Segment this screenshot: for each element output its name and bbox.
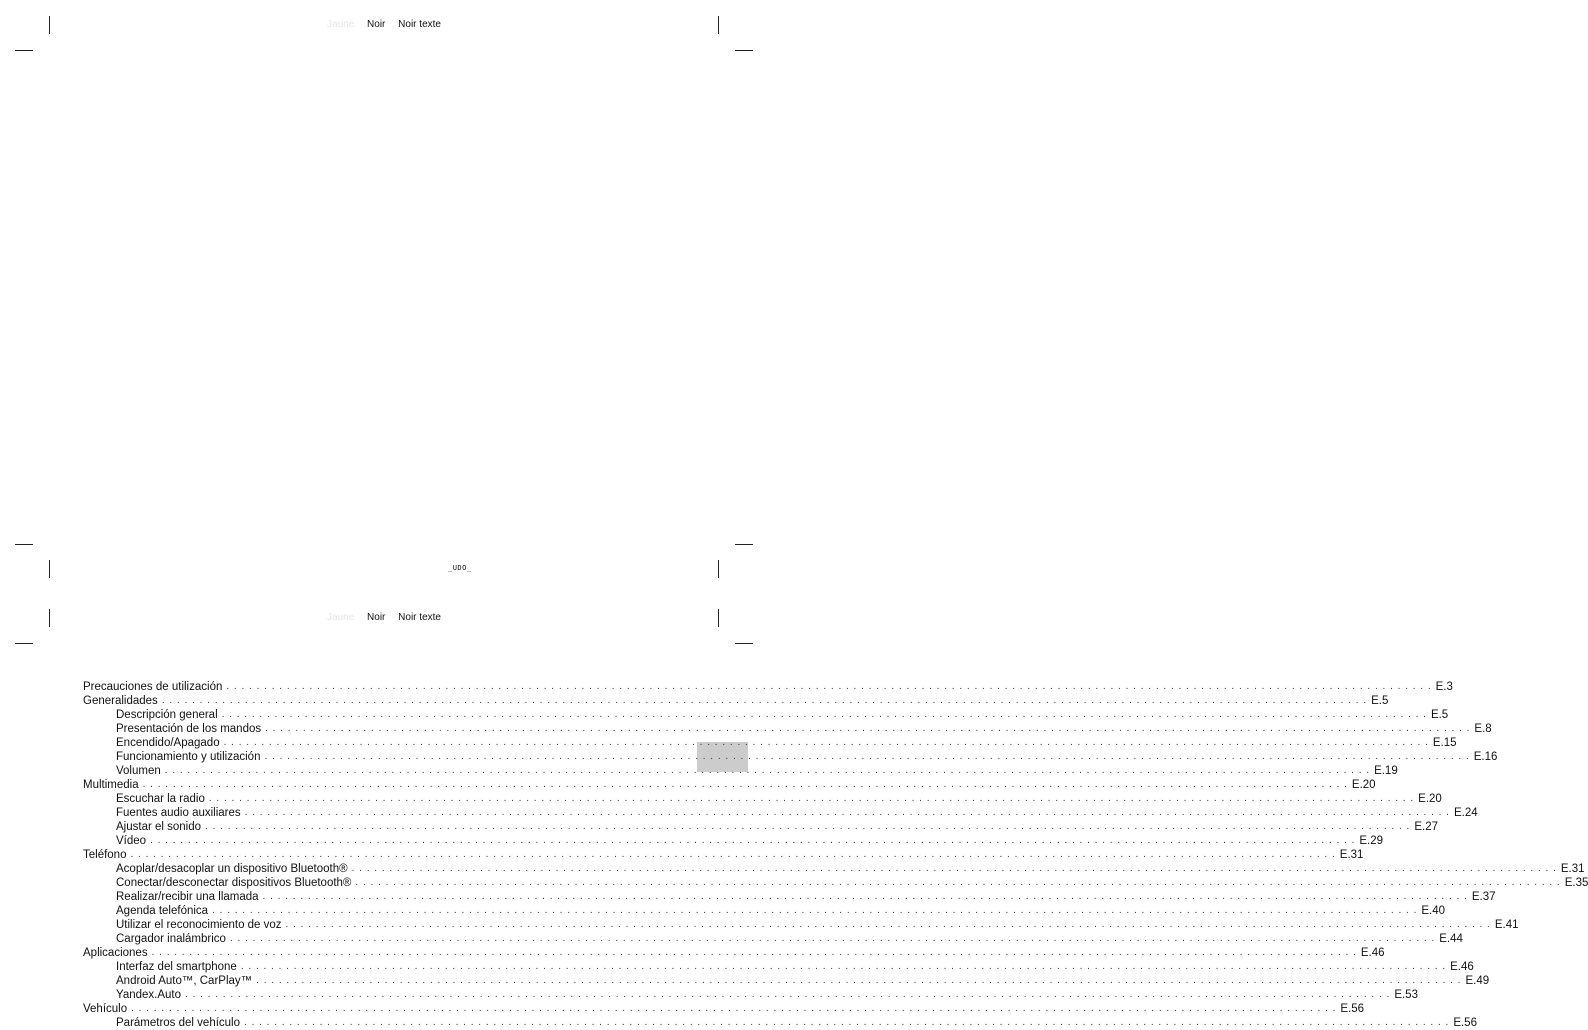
- toc-entry-title: Precauciones de utilización: [83, 681, 223, 693]
- toc-entry-page: E.8: [1474, 723, 1492, 735]
- toc-entry-page: E.24: [1453, 807, 1478, 819]
- toc-leader-dots: . . . . . . . . . . . . . . . . . . . . . . . . . . . . . . . . . . . . . . . . . . . . . . . . . . . . . . . . . . . . . . . . . . . . . . . . . . . . . . . . . . . . . . . . . . . . . . . . . . . . . . . . . . . . . . . . . . . . . . . . . . . . . . . . . . . . . . . . . . . . . . . . . . . . . . . . . . . . . . . .: [264, 751, 1470, 762]
- toc-entry-page: E.31: [1560, 863, 1585, 875]
- color-label-jaune: Jaune: [327, 612, 355, 623]
- toc-entry[interactable]: [83, 974, 1490, 988]
- toc-entry-page: E.56: [1453, 1017, 1477, 1029]
- toc-entry-title: Presentación de los mandos: [116, 723, 262, 735]
- toc-entry-page: E.5: [1430, 709, 1449, 721]
- crop-mark-br-h: [735, 544, 753, 545]
- toc-leader-dots: . . . . . . . . . . . . . . . . . . . . . . . . . . . . . . . . . . . . . . . . . . . . . . . . . . . . . . . . . . . . . . . . . . . . . . . . . . . . . . . . . . . . . . . . . . . . . . . . . . . . . . . . . . . . . . . . . . . . . . . . . . . . . . . . . . . . . . . . . . . . . . . . . . . . . . . . . . . . . . . .: [208, 793, 1415, 804]
- toc-entry[interactable]: [83, 876, 1588, 890]
- toc-entry-title: Volumen: [116, 765, 161, 777]
- toc-entry[interactable]: [83, 708, 1449, 722]
- crop-mark-bl-h: [15, 544, 33, 545]
- toc-entry-page: E.16: [1473, 751, 1498, 763]
- toc-entry[interactable]: [83, 1016, 1477, 1030]
- toc-entry-title: Realizar/recibir una llamada: [116, 891, 259, 903]
- toc-entry-page: E.41: [1494, 919, 1519, 931]
- toc-leader-dots: . . . . . . . . . . . . . . . . . . . . . . . . . . . . . . . . . . . . . . . . . . . . . . . . . . . . . . . . . . . . . . . . . . . . . . . . . . . . . . . . . . . . . . . . . . . . . . . . . . . . . . . . . . . . . . . . . . . . . . . . . . . . . . . . . . . . . . . . . . . . . . . . . . . . . . . . . . . . . . . .: [244, 807, 1450, 818]
- toc-leader-dots: . . . . . . . . . . . . . . . . . . . . . . . . . . . . . . . . . . . . . . . . . . . . . . . . . . . . . . . . . . . . . . . . . . . . . . . . . . . . . . . . . . . . . . . . . . . . . . . . . . . . . . . . . . . . . . . . . . . . . . . . . . . . . . . . . . . . . . . . . . . . . . . . . . . . . . . . . . . . . . . .: [351, 863, 1557, 874]
- toc-entry-title: Conectar/desconectar dispositivos Bluetooth®: [116, 877, 352, 889]
- toc-leader-dots: . . . . . . . . . . . . . . . . . . . . . . . . . . . . . . . . . . . . . . . . . . . . . . . . . . . . . . . . . . . . . . . . . . . . . . . . . . . . . . . . . . . . . . . . . . . . . . . . . . . . . . . . . . . . . . . . . . . . . . . . . . . . . . . . . . . . . . . . . . . . . . . . . . . . . . . . . . . . . . . .: [265, 723, 1471, 734]
- toc-entry[interactable]: [83, 890, 1496, 904]
- toc-entry-title: Escuchar la radio: [116, 793, 205, 805]
- toc-entry-page: E.46: [1450, 961, 1474, 973]
- toc-entry-page: E.56: [1340, 1003, 1365, 1015]
- toc-entry[interactable]: [83, 988, 1418, 1002]
- toc-entry-title: Yandex.Auto: [116, 989, 182, 1001]
- toc-entry-title: Multimedia: [83, 779, 139, 791]
- toc-entry-page: E.29: [1359, 835, 1384, 847]
- toc-leader-dots: . . . . . . . . . . . . . . . . . . . . . . . . . . . . . . . . . . . . . . . . . . . . . . . . . . . . . . . . . . . . . . . . . . . . . . . . . . . . . . . . . . . . . . . . . . . . . . . . . . . . . . . . . . . . . . . . . . . . . . . . . . . . . . . . . . . . . . . . . . . . . . . . . . . . . . . . . . . . . . . .: [244, 1017, 1450, 1028]
- toc-leader-dots: . . . . . . . . . . . . . . . . . . . . . . . . . . . . . . . . . . . . . . . . . . . . . . . . . . . . . . . . . . . . . . . . . . . . . . . . . . . . . . . . . . . . . . . . . . . . . . . . . . . . . . . . . . . . . . . . . . . . . . . . . . . . . . . . . . . . . . . . . . . . . . . . . . . . . . . . . . . . . . . .: [142, 779, 1348, 790]
- toc-entry-page: E.49: [1465, 975, 1490, 987]
- toc-entry-page: E.53: [1394, 989, 1418, 1001]
- toc-leader-dots: . . . . . . . . . . . . . . . . . . . . . . . . . . . . . . . . . . . . . . . . . . . . . . . . . . . . . . . . . . . . . . . . . . . . . . . . . . . . . . . . . . . . . . . . . . . . . . . . . . . . . . . . . . . . . . . . . . . . . . . . . . . . . . . . . . . . . . . . . . . . . . . . . . . . . . . . . . . . . . . .: [130, 849, 1336, 860]
- toc-entry-title: Teléfono: [83, 849, 127, 861]
- toc-entry-title: Aplicaciones: [83, 947, 148, 959]
- color-label-noir: Noir: [367, 612, 386, 623]
- toc-entry[interactable]: [83, 862, 1585, 876]
- toc-entry[interactable]: [83, 750, 1498, 764]
- toc-leader-dots: . . . . . . . . . . . . . . . . . . . . . . . . . . . . . . . . . . . . . . . . . . . . . . . . . . . . . . . . . . . . . . . . . . . . . . . . . . . . . . . . . . . . . . . . . . . . . . . . . . . . . . . . . . . . . . . . . . . . . . . . . . . . . . . . . . . . . . . . . . . . . . . . . . . . . . . . . . . . . . . .: [256, 975, 1462, 986]
- toc-entry[interactable]: [83, 946, 1385, 960]
- toc-entry-title: Generalidades: [83, 695, 158, 707]
- toc-leader-dots: . . . . . . . . . . . . . . . . . . . . . . . . . . . . . . . . . . . . . . . . . . . . . . . . . . . . . . . . . . . . . . . . . . . . . . . . . . . . . . . . . . . . . . . . . . . . . . . . . . . . . . . . . . . . . . . . . . . . . . . . . . . . . . . . . . . . . . . . . . . . . . . . . . . . . . . . . . . . . . . .: [285, 919, 1491, 930]
- toc-entry-page: E.40: [1421, 905, 1446, 917]
- toc-entry-title: Android Auto™, CarPlay™: [116, 975, 253, 987]
- toc-entry[interactable]: [83, 722, 1492, 736]
- toc-entry[interactable]: [83, 680, 1453, 694]
- toc-entry[interactable]: [83, 918, 1519, 932]
- toc-leader-dots: . . . . . . . . . . . . . . . . . . . . . . . . . . . . . . . . . . . . . . . . . . . . . . . . . . . . . . . . . . . . . . . . . . . . . . . . . . . . . . . . . . . . . . . . . . . . . . . . . . . . . . . . . . . . . . . . . . . . . . . . . . . . . . . . . . . . . . . . . . . . . . . . . . . . . . . . . . . . . . . .: [151, 947, 1357, 958]
- color-label-jaune: Jaune: [327, 19, 355, 30]
- crop-mark-bl-v: [49, 560, 50, 578]
- toc-entry-page: E.20: [1351, 779, 1376, 791]
- toc-leader-dots: . . . . . . . . . . . . . . . . . . . . . . . . . . . . . . . . . . . . . . . . . . . . . . . . . . . . . . . . . . . . . . . . . . . . . . . . . . . . . . . . . . . . . . . . . . . . . . . . . . . . . . . . . . . . . . . . . . . . . . . . . . . . . . . . . . . . . . . . . . . . . . . . . . . . . . . . . . . . . . . .: [150, 835, 1356, 846]
- toc-entry[interactable]: [83, 960, 1474, 974]
- toc-entry-title: Vídeo: [116, 835, 147, 847]
- toc-entry[interactable]: [83, 932, 1463, 946]
- toc-leader-dots: . . . . . . . . . . . . . . . . . . . . . . . . . . . . . . . . . . . . . . . . . . . . . . . . . . . . . . . . . . . . . . . . . . . . . . . . . . . . . . . . . . . . . . . . . . . . . . . . . . . . . . . . . . . . . . . . . . . . . . . . . . . . . . . . . . . . . . . . . . . . . . . . . . . . . . . . . . . . . . . .: [221, 709, 1427, 720]
- toc-entry-title: Interfaz del smartphone: [116, 961, 237, 973]
- toc-entry[interactable]: [83, 848, 1364, 862]
- toc-entry[interactable]: [83, 736, 1457, 750]
- toc-entry-title: Utilizar el reconocimiento de voz: [116, 919, 282, 931]
- crop-mark-tr-h: [735, 50, 753, 51]
- toc-entry-title: Descripción general: [116, 709, 218, 721]
- color-separation-labels: [0, 19, 768, 31]
- toc-leader-dots: . . . . . . . . . . . . . . . . . . . . . . . . . . . . . . . . . . . . . . . . . . . . . . . . . . . . . . . . . . . . . . . . . . . . . . . . . . . . . . . . . . . . . . . . . . . . . . . . . . . . . . . . . . . . . . . . . . . . . . . . . . . . . . . . . . . . . . . . . . . . . . . . . . . . . . . . . . . . . . . .: [185, 989, 1391, 1000]
- color-label-noir-texte: Noir texte: [398, 19, 441, 30]
- toc-entry-page: E.5: [1371, 695, 1389, 707]
- toc-leader-dots: . . . . . . . . . . . . . . . . . . . . . . . . . . . . . . . . . . . . . . . . . . . . . . . . . . . . . . . . . . . . . . . . . . . . . . . . . . . . . . . . . . . . . . . . . . . . . . . . . . . . . . . . . . . . . . . . . . . . . . . . . . . . . . . . . . . . . . . . . . . . . . . . . . . . . . . . . . . . . . . .: [262, 891, 1468, 902]
- toc-entry[interactable]: [83, 904, 1446, 918]
- toc-entry[interactable]: [83, 694, 1389, 708]
- crop-mark-br-v: [718, 560, 719, 578]
- toc-leader-dots: . . . . . . . . . . . . . . . . . . . . . . . . . . . . . . . . . . . . . . . . . . . . . . . . . . . . . . . . . . . . . . . . . . . . . . . . . . . . . . . . . . . . . . . . . . . . . . . . . . . . . . . . . . . . . . . . . . . . . . . . . . . . . . . . . . . . . . . . . . . . . . . . . . . . . . . . . . . . . . . .: [240, 961, 1447, 972]
- toc-entry-page: E.3: [1435, 681, 1453, 693]
- toc-entry[interactable]: [83, 1002, 1365, 1016]
- toc-entry-page: E.46: [1360, 947, 1385, 959]
- table-of-contents: [83, 680, 1588, 1030]
- toc-entry-title: Vehículo: [83, 1003, 128, 1015]
- toc-entry-title: Cargador inalámbrico: [116, 933, 226, 945]
- toc-entry-title: Funcionamiento y utilización: [116, 751, 261, 763]
- toc-entry-page: E.31: [1339, 849, 1364, 861]
- toc-entry[interactable]: [83, 792, 1442, 806]
- crop-mark-tl2-h: [15, 643, 33, 644]
- toc-entry-page: E.19: [1374, 765, 1398, 777]
- page-code: _UDO_: [448, 564, 472, 572]
- toc-entry-page: E.15: [1432, 737, 1457, 749]
- color-label-noir-texte: Noir texte: [398, 612, 441, 623]
- toc-entry-page: E.27: [1414, 821, 1438, 833]
- toc-entry[interactable]: [83, 778, 1376, 792]
- toc-entry-title: Ajustar el sonido: [116, 821, 202, 833]
- toc-entry[interactable]: [83, 820, 1438, 834]
- toc-leader-dots: . . . . . . . . . . . . . . . . . . . . . . . . . . . . . . . . . . . . . . . . . . . . . . . . . . . . . . . . . . . . . . . . . . . . . . . . . . . . . . . . . . . . . . . . . . . . . . . . . . . . . . . . . . . . . . . . . . . . . . . . . . . . . . . . . . . . . . . . . . . . . . . . . . . . . . . . . . . . . . . .: [226, 681, 1432, 692]
- toc-entry[interactable]: [83, 806, 1478, 820]
- color-separation-labels-2: [0, 612, 768, 624]
- toc-entry[interactable]: [83, 764, 1398, 778]
- crop-mark-tl-h: [15, 50, 33, 51]
- toc-leader-dots: . . . . . . . . . . . . . . . . . . . . . . . . . . . . . . . . . . . . . . . . . . . . . . . . . . . . . . . . . . . . . . . . . . . . . . . . . . . . . . . . . . . . . . . . . . . . . . . . . . . . . . . . . . . . . . . . . . . . . . . . . . . . . . . . . . . . . . . . . . . . . . . . . . . . . . . . . . . . . . . .: [355, 877, 1561, 888]
- toc-entry-title: Parámetros del vehículo: [116, 1017, 241, 1029]
- toc-entry[interactable]: [83, 834, 1384, 848]
- toc-entry-page: E.37: [1471, 891, 1496, 903]
- toc-leader-dots: . . . . . . . . . . . . . . . . . . . . . . . . . . . . . . . . . . . . . . . . . . . . . . . . . . . . . . . . . . . . . . . . . . . . . . . . . . . . . . . . . . . . . . . . . . . . . . . . . . . . . . . . . . . . . . . . . . . . . . . . . . . . . . . . . . . . . . . . . . . . . . . . . . . . . . . . . . . . . . . .: [164, 765, 1371, 776]
- toc-entry-page: E.35: [1564, 877, 1588, 889]
- toc-entry-page: E.20: [1418, 793, 1442, 805]
- toc-leader-dots: . . . . . . . . . . . . . . . . . . . . . . . . . . . . . . . . . . . . . . . . . . . . . . . . . . . . . . . . . . . . . . . . . . . . . . . . . . . . . . . . . . . . . . . . . . . . . . . . . . . . . . . . . . . . . . . . . . . . . . . . . . . . . . . . . . . . . . . . . . . . . . . . . . . . . . . . . . . . . . . .: [223, 737, 1429, 748]
- toc-leader-dots: . . . . . . . . . . . . . . . . . . . . . . . . . . . . . . . . . . . . . . . . . . . . . . . . . . . . . . . . . . . . . . . . . . . . . . . . . . . . . . . . . . . . . . . . . . . . . . . . . . . . . . . . . . . . . . . . . . . . . . . . . . . . . . . . . . . . . . . . . . . . . . . . . . . . . . . . . . . . . . . .: [212, 905, 1418, 916]
- toc-entry-title: Agenda telefónica: [116, 905, 209, 917]
- toc-leader-dots: . . . . . . . . . . . . . . . . . . . . . . . . . . . . . . . . . . . . . . . . . . . . . . . . . . . . . . . . . . . . . . . . . . . . . . . . . . . . . . . . . . . . . . . . . . . . . . . . . . . . . . . . . . . . . . . . . . . . . . . . . . . . . . . . . . . . . . . . . . . . . . . . . . . . . . . . . . . . . . . .: [161, 695, 1368, 706]
- toc-entry-title: Encendido/Apagado: [116, 737, 220, 749]
- color-label-noir: Noir: [367, 19, 386, 30]
- toc-leader-dots: . . . . . . . . . . . . . . . . . . . . . . . . . . . . . . . . . . . . . . . . . . . . . . . . . . . . . . . . . . . . . . . . . . . . . . . . . . . . . . . . . . . . . . . . . . . . . . . . . . . . . . . . . . . . . . . . . . . . . . . . . . . . . . . . . . . . . . . . . . . . . . . . . . . . . . . . . . . . . . . .: [131, 1003, 1337, 1014]
- toc-entry-title: Acoplar/desacoplar un dispositivo Bluetooth®: [116, 863, 348, 875]
- toc-entry-page: E.44: [1439, 933, 1463, 945]
- toc-leader-dots: . . . . . . . . . . . . . . . . . . . . . . . . . . . . . . . . . . . . . . . . . . . . . . . . . . . . . . . . . . . . . . . . . . . . . . . . . . . . . . . . . . . . . . . . . . . . . . . . . . . . . . . . . . . . . . . . . . . . . . . . . . . . . . . . . . . . . . . . . . . . . . . . . . . . . . . . . . . . . . . .: [205, 821, 1411, 832]
- toc-leader-dots: . . . . . . . . . . . . . . . . . . . . . . . . . . . . . . . . . . . . . . . . . . . . . . . . . . . . . . . . . . . . . . . . . . . . . . . . . . . . . . . . . . . . . . . . . . . . . . . . . . . . . . . . . . . . . . . . . . . . . . . . . . . . . . . . . . . . . . . . . . . . . . . . . . . . . . . . . . . . . . . .: [229, 933, 1436, 944]
- crop-mark-tr2-h: [735, 643, 753, 644]
- toc-entry-title: Fuentes audio auxiliares: [116, 807, 241, 819]
